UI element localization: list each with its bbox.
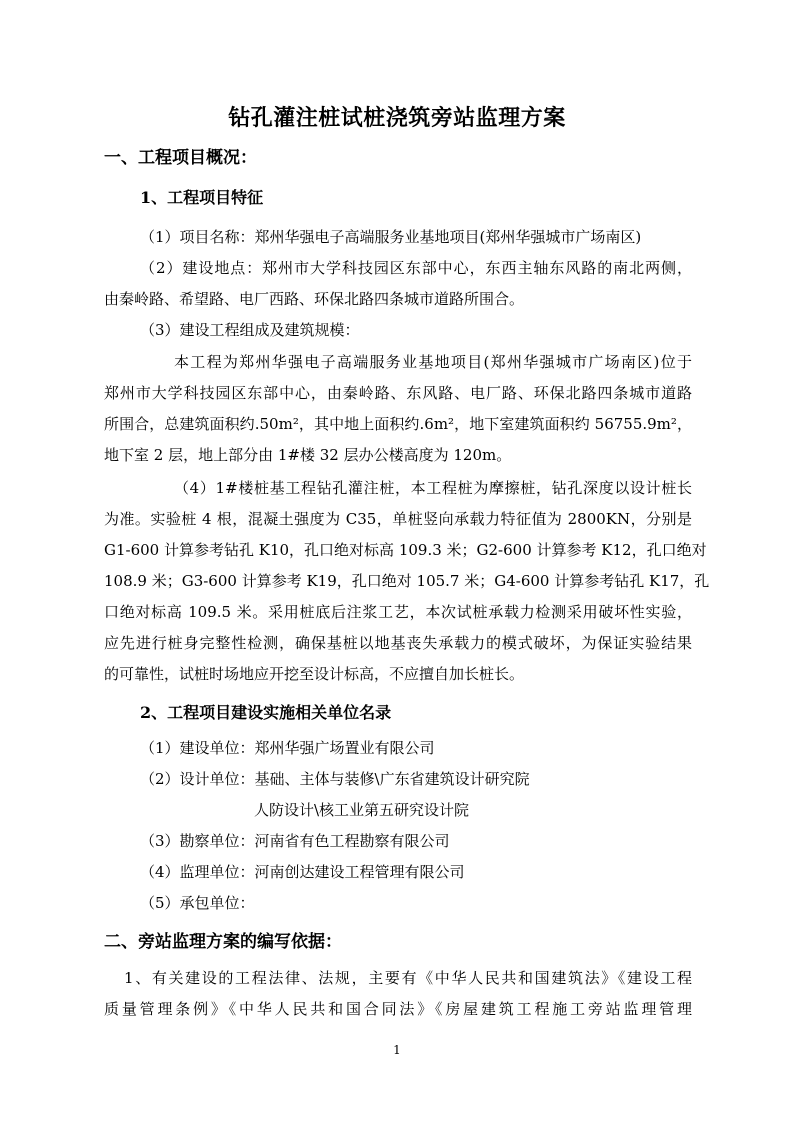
location-line-1: （2）建设地点：郑州市大学科技园区东部中心，东西主轴东风路的南北两侧， [140, 259, 692, 277]
pile-line-6: 应先进行桩身完整性检测，确保基桩以地基丧失承载力的模式破坏，为保证实验结果 [104, 634, 692, 652]
basis-line-1: 1、有关建设的工程法律、法规，主要有《中华人民共和国建筑法》《建设工程 [124, 969, 692, 987]
section-1-1-heading: 1、工程项目特征 [140, 188, 264, 207]
scale-line-4: 地下室 2 层，地上部分由 1#楼 32 层办公楼高度为 120m。 [104, 446, 512, 464]
pile-line-1: （4）1#楼桩基工程钻孔灌注桩，本工程桩为摩擦桩，钻孔深度以设计桩长 [174, 479, 692, 497]
section-1-2-heading: 2、工程项目建设实施相关单位名录 [140, 703, 392, 722]
basis-line-2: 质量管理条例》《中华人民共和国合同法》《房屋建筑工程施工旁站监理管理 [104, 1000, 692, 1018]
unit-designer: （2）设计单位：基础、主体与装修\广东省建筑设计研究院 [140, 770, 530, 788]
pile-line-3: G1-600 计算参考钻孔 K10，孔口绝对标高 109.3 米；G2-600 计算参考 K12，孔口绝对 [104, 541, 707, 559]
scale-line-3: 所围合，总建筑面积约.50m²，其中地上面积约.6m²，地下室建筑面积约 56755.9m²， [104, 415, 692, 433]
scale-line-1: 本工程为郑州华强电子高端服务业基地项目(郑州华强城市广场南区)位于 [174, 353, 692, 371]
location-line-2: 由秦岭路、希望路、电厂西路、环保北路四条城市道路所围合。 [104, 290, 525, 308]
unit-survey: （3）勘察单位：河南省有色工程勘察有限公司 [140, 832, 450, 850]
pile-line-2: 为准。实验桩 4 根，混凝土强度为 C35，单桩竖向承载力特征值为 2800KN，分别是 [104, 510, 692, 528]
unit-supervision: （4）监理单位：河南创达建设工程管理有限公司 [140, 863, 465, 881]
pile-line-7: 的可靠性，试桩时场地应开挖至设计标高，不应擅自加长桩长。 [104, 665, 525, 683]
page-number: 1 [393, 1043, 401, 1057]
unit-owner: （1）建设单位：郑州华强广场置业有限公司 [140, 739, 435, 757]
scale-heading: （3）建设工程组成及建筑规模： [140, 321, 360, 339]
section-1-heading: 一、工程项目概况： [104, 148, 257, 168]
unit-designer-civil-defense: 人防设计\核工业第五研究设计院 [254, 801, 470, 819]
unit-contractor: （5）承包单位： [140, 894, 255, 912]
scale-line-2: 郑州市大学科技园区东部中心，由秦岭路、东风路、电厂路、环保北路四条城市道路 [104, 384, 692, 402]
pile-line-4: 108.9 米；G3-600 计算参考 K19，孔口绝对 105.7 米；G4-600 计算参考钻孔 K17，孔 [104, 572, 710, 590]
document-title: 钻孔灌注桩试桩浇筑旁站监理方案 [228, 105, 566, 131]
project-name-line: （1）项目名称：郑州华强电子高端服务业基地项目(郑州华强城市广场南区) [140, 228, 642, 246]
section-2-heading: 二、旁站监理方案的编写依据： [104, 932, 342, 952]
pile-line-5: 口绝对标高 109.5 米。采用桩底后注浆工艺，本次试桩承载力检测采用破坏性实验， [104, 603, 692, 621]
